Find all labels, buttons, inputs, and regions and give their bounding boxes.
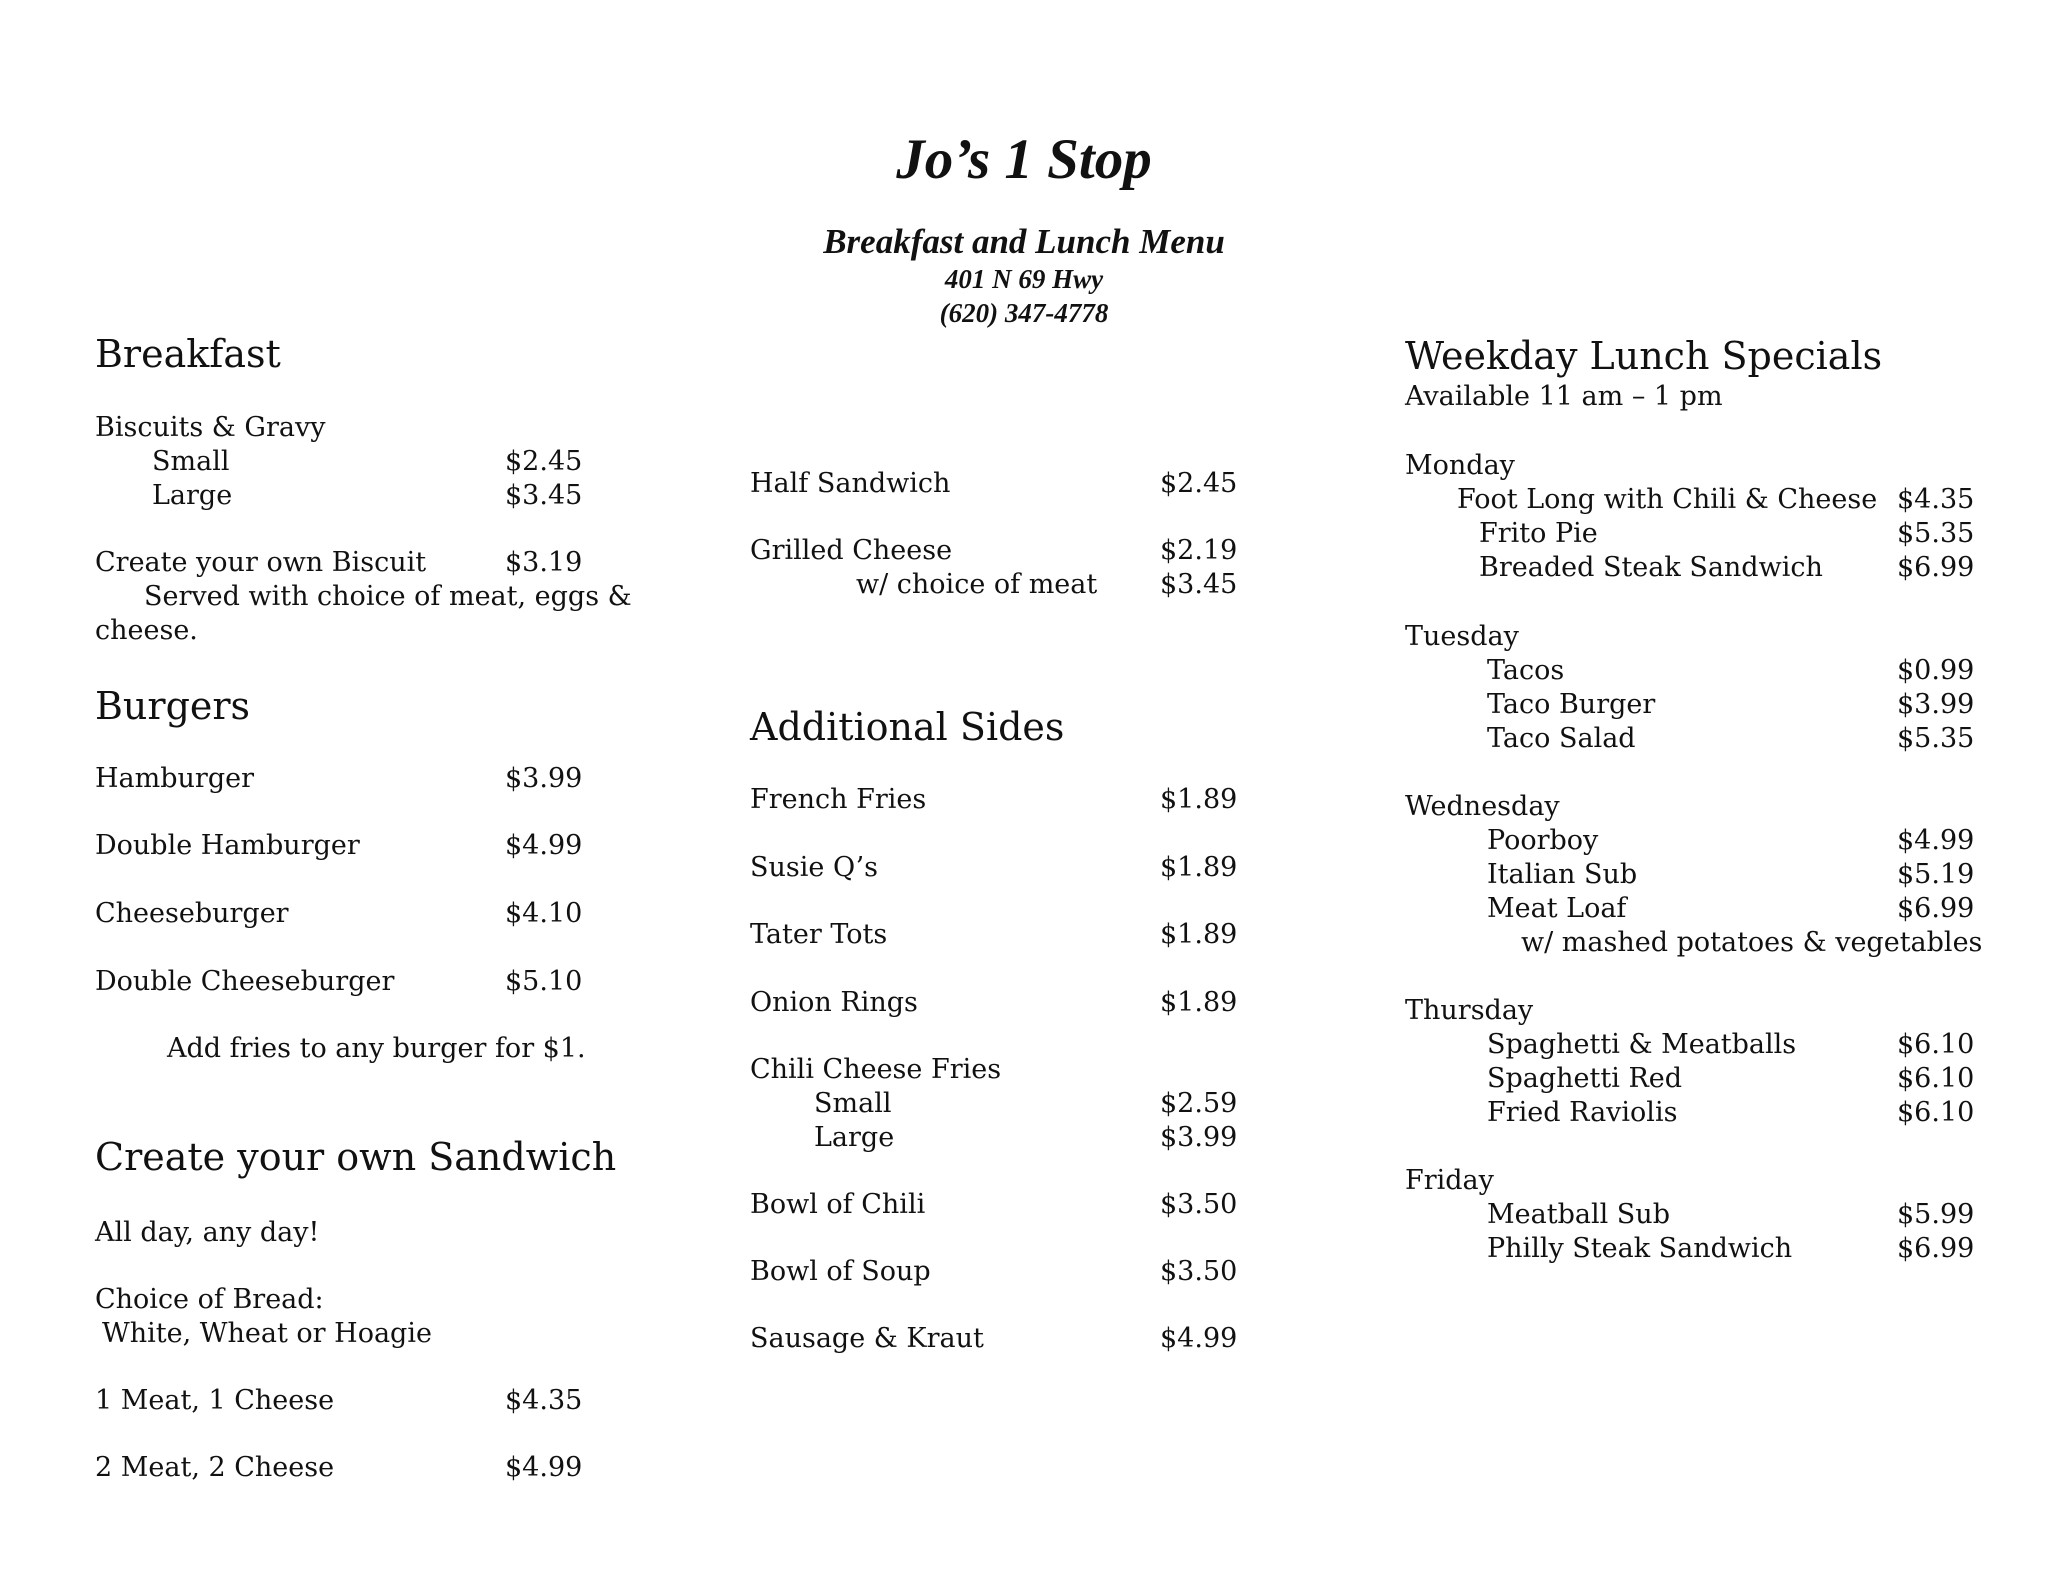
sausage-kraut-price: $4.99 <box>1160 1323 1238 1354</box>
susie-qs-label: Susie Q’s <box>750 852 879 883</box>
menu-title: Jo’s 1 Stop <box>896 128 1152 191</box>
friday-item-price: $5.99 <box>1897 1199 1975 1230</box>
tuesday-label: Tuesday <box>1405 621 1519 652</box>
sausage-kraut-label: Sausage & Kraut <box>750 1323 984 1354</box>
biscuits-gravy-label: Biscuits & Gravy <box>95 412 326 443</box>
monday-item-label: Frito Pie <box>1479 518 1598 549</box>
specials-availability: Available 11 am – 1 pm <box>1405 381 1723 412</box>
thursday-item-label: Spaghetti Red <box>1487 1063 1683 1094</box>
specials-heading: Weekday Lunch Specials <box>1405 334 1883 378</box>
biscuit-served-note-cont: cheese. <box>95 615 198 646</box>
thursday-item-label: Spaghetti & Meatballs <box>1487 1029 1797 1060</box>
wednesday-label: Wednesday <box>1405 791 1560 822</box>
monday-item-label: Breaded Steak Sandwich <box>1479 552 1823 583</box>
sides-heading: Additional Sides <box>750 705 1065 749</box>
thursday-item-price: $6.10 <box>1897 1063 1975 1094</box>
wednesday-item-price: $4.99 <box>1897 825 1975 856</box>
chili-cheese-fries-label: Chili Cheese Fries <box>750 1054 1002 1085</box>
burgers-heading: Burgers <box>95 684 251 728</box>
bowl-chili-price: $3.50 <box>1160 1189 1238 1220</box>
cheeseburger-label: Cheeseburger <box>95 898 289 929</box>
two-meat-label: 2 Meat, 2 Cheese <box>95 1452 335 1483</box>
french-fries-price: $1.89 <box>1160 784 1238 815</box>
tuesday-item-label: Taco Salad <box>1487 723 1636 754</box>
chili-fries-large-label: Large <box>814 1122 895 1153</box>
tuesday-item-price: $0.99 <box>1897 655 1975 686</box>
double-hamburger-label: Double Hamburger <box>95 830 360 861</box>
half-sandwich-label: Half Sandwich <box>750 468 951 499</box>
biscuit-small-label: Small <box>152 446 230 477</box>
tater-tots-price: $1.89 <box>1160 919 1238 950</box>
monday-item-price: $4.35 <box>1897 484 1975 515</box>
friday-item-price: $6.99 <box>1897 1233 1975 1264</box>
biscuit-large-label: Large <box>152 480 233 511</box>
create-biscuit-label: Create your own Biscuit <box>95 547 427 578</box>
friday-label: Friday <box>1405 1165 1494 1196</box>
address: 401 N 69 Hwy <box>944 264 1104 294</box>
wednesday-item-price: $6.99 <box>1897 893 1975 924</box>
tuesday-item-label: Taco Burger <box>1487 689 1656 720</box>
sandwich-heading: Create your own Sandwich <box>95 1135 617 1179</box>
onion-rings-label: Onion Rings <box>750 987 918 1018</box>
sandwich-all-day: All day, any day! <box>95 1217 320 1248</box>
biscuit-small-price: $2.45 <box>505 446 583 477</box>
cheeseburger-price: $4.10 <box>505 898 583 929</box>
biscuit-served-note: Served with choice of meat, eggs & <box>144 581 632 612</box>
onion-rings-price: $1.89 <box>1160 987 1238 1018</box>
monday-item-price: $5.35 <box>1897 518 1975 549</box>
susie-qs-price: $1.89 <box>1160 852 1238 883</box>
phone-number: (620) 347-4778 <box>939 298 1109 328</box>
biscuit-large-price: $3.45 <box>505 480 583 511</box>
breakfast-heading: Breakfast <box>95 332 281 376</box>
monday-label: Monday <box>1405 450 1515 481</box>
two-meat-price: $4.99 <box>505 1452 583 1483</box>
hamburger-label: Hamburger <box>95 763 254 794</box>
tuesday-item-price: $3.99 <box>1897 689 1975 720</box>
bowl-soup-price: $3.50 <box>1160 1256 1238 1287</box>
double-cheeseburger-label: Double Cheeseburger <box>95 966 395 997</box>
wednesday-item-label: Poorboy <box>1487 825 1599 856</box>
thursday-item-price: $6.10 <box>1897 1097 1975 1128</box>
bowl-soup-label: Bowl of Soup <box>750 1256 931 1287</box>
thursday-label: Thursday <box>1405 995 1534 1026</box>
menu-subtitle: Breakfast and Lunch Menu <box>823 222 1225 261</box>
bread-options: White, Wheat or Hoagie <box>102 1318 432 1349</box>
chili-fries-small-label: Small <box>814 1088 892 1119</box>
grilled-cheese-meat-price: $3.45 <box>1160 569 1238 600</box>
tuesday-item-label: Tacos <box>1487 655 1565 686</box>
one-meat-label: 1 Meat, 1 Cheese <box>95 1385 335 1416</box>
monday-item-price: $6.99 <box>1897 552 1975 583</box>
tuesday-item-price: $5.35 <box>1897 723 1975 754</box>
tater-tots-label: Tater Tots <box>750 919 888 950</box>
create-biscuit-price: $3.19 <box>505 547 583 578</box>
bread-choice-label: Choice of Bread: <box>95 1284 324 1315</box>
half-sandwich-price: $2.45 <box>1160 468 1238 499</box>
wednesday-item-label: Meat Loaf <box>1487 893 1627 924</box>
thursday-item-label: Fried Raviolis <box>1487 1097 1678 1128</box>
wednesday-item-price: $5.19 <box>1897 859 1975 890</box>
bowl-chili-label: Bowl of Chili <box>750 1189 926 1220</box>
chili-fries-large-price: $3.99 <box>1160 1122 1238 1153</box>
meat-loaf-note: w/ mashed potatoes & vegetables <box>1521 927 1983 958</box>
burger-fries-note: Add fries to any burger for $1. <box>167 1033 586 1064</box>
chili-fries-small-price: $2.59 <box>1160 1088 1238 1119</box>
double-hamburger-price: $4.99 <box>505 830 583 861</box>
friday-item-label: Philly Steak Sandwich <box>1487 1233 1793 1264</box>
grilled-cheese-meat-label: w/ choice of meat <box>856 569 1098 600</box>
monday-item-label: Foot Long with Chili & Cheese <box>1457 484 1878 515</box>
thursday-item-price: $6.10 <box>1897 1029 1975 1060</box>
hamburger-price: $3.99 <box>505 763 583 794</box>
grilled-cheese-label: Grilled Cheese <box>750 535 953 566</box>
friday-item-label: Meatball Sub <box>1487 1199 1670 1230</box>
grilled-cheese-price: $2.19 <box>1160 535 1238 566</box>
double-cheeseburger-price: $5.10 <box>505 966 583 997</box>
french-fries-label: French Fries <box>750 784 927 815</box>
wednesday-item-label: Italian Sub <box>1487 859 1638 890</box>
one-meat-price: $4.35 <box>505 1385 583 1416</box>
